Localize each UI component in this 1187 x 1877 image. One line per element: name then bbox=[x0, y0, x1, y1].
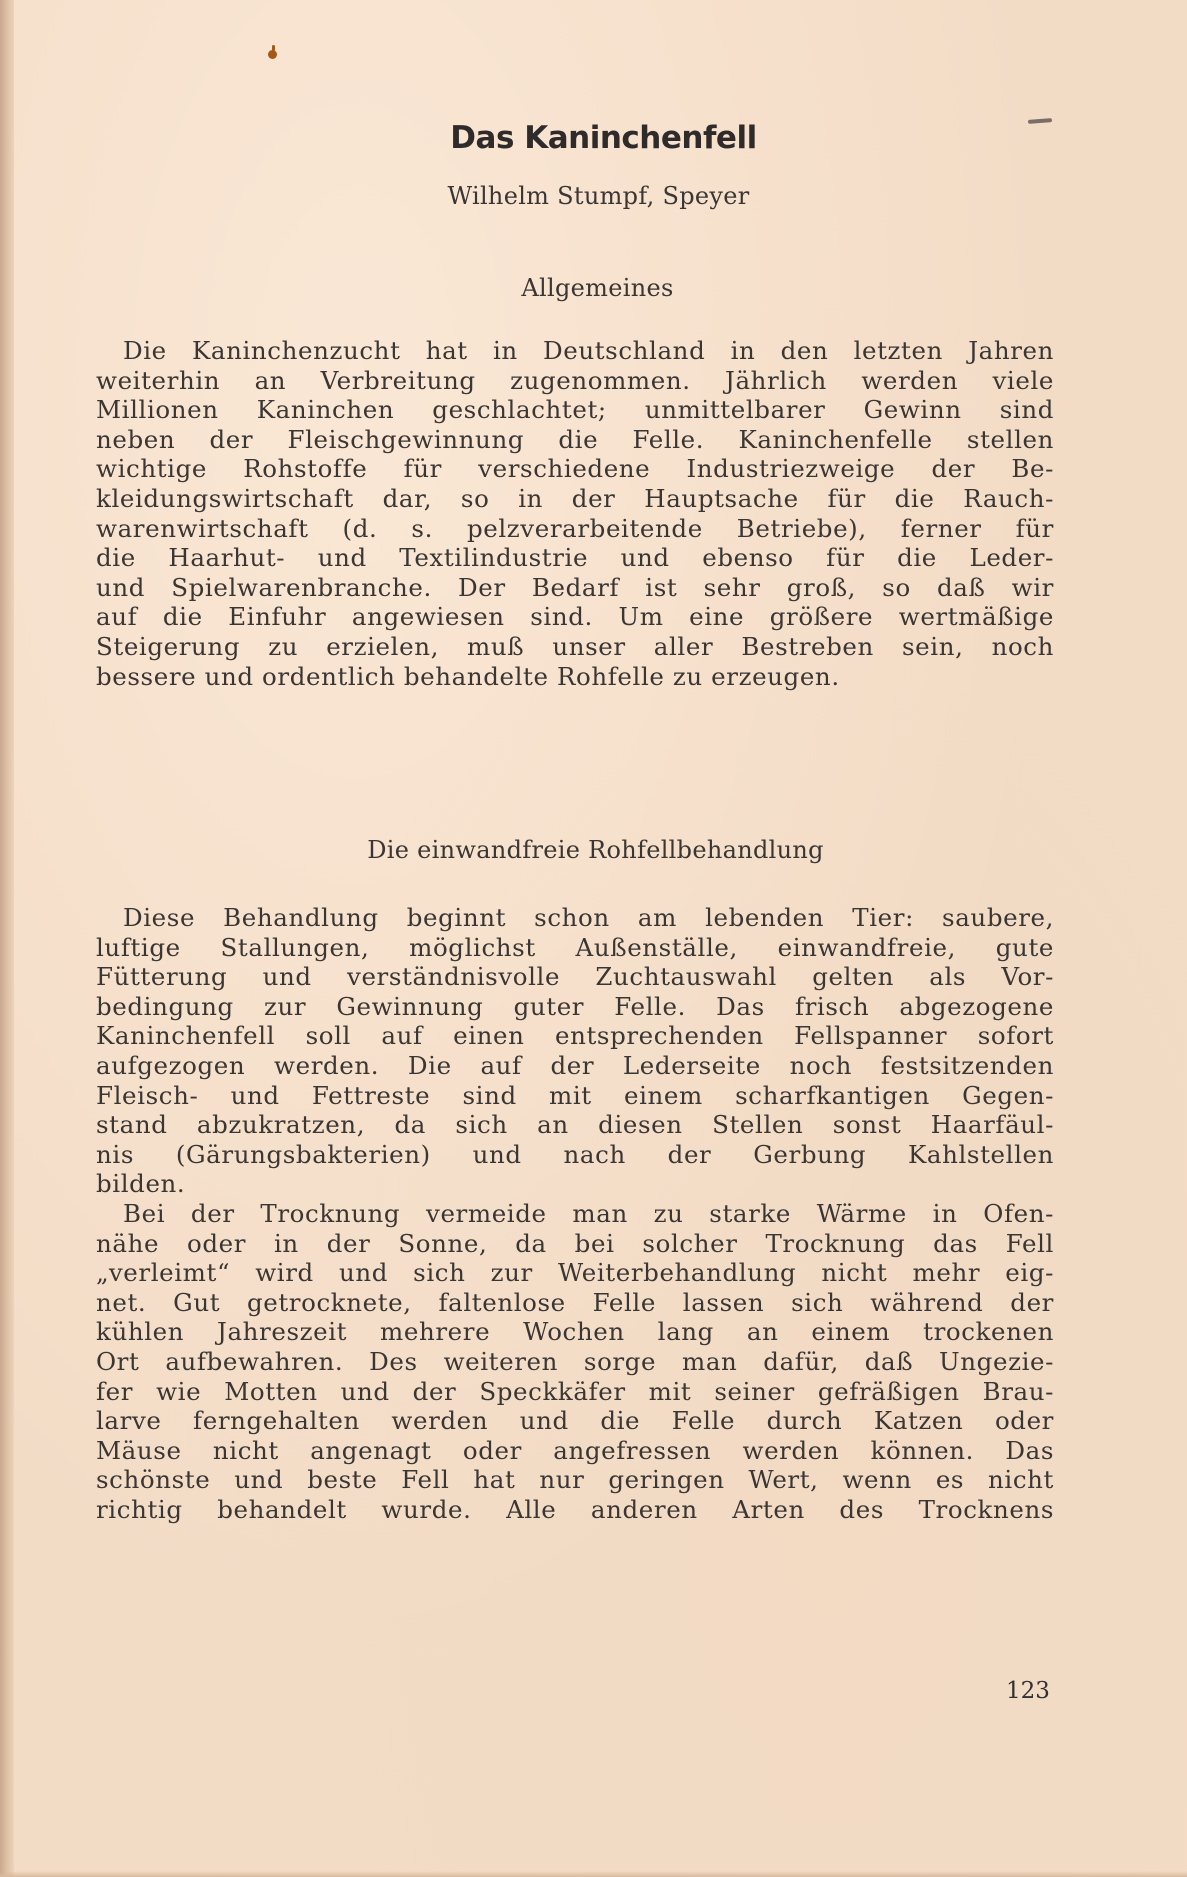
text-line: stand abzukratzen, da sich an diesen Stellen sonst Haarfäul- bbox=[96, 1110, 1054, 1140]
article-author: Wilhelm Stumpf, Speyer bbox=[447, 182, 750, 210]
section-heading-rohfellbehandlung: Die einwandfreie Rohfellbehandlung bbox=[367, 836, 824, 864]
paragraph bbox=[96, 336, 1054, 691]
text-line: Kaninchenfell soll auf einen entsprechenden Fellspanner sofort bbox=[96, 1021, 1054, 1051]
text-line: kleidungswirtschaft dar, so in der Hauptsache für die Rauch- bbox=[96, 483, 1054, 513]
text-line: wichtige Rohstoffe für verschiedene Industriezweige der Be- bbox=[96, 454, 1054, 484]
text-line: Bei der Trocknung vermeide man zu starke Wärme in Ofen- bbox=[123, 1198, 1054, 1228]
text-line: kühlen Jahreszeit mehrere Wochen lang an einem trockenen bbox=[96, 1317, 1054, 1347]
section-heading-allgemeines: Allgemeines bbox=[521, 274, 674, 302]
page-number: 123 bbox=[1006, 1678, 1050, 1704]
section-body-rohfellbehandlung bbox=[96, 903, 1054, 1524]
text-line: bessere und ordentlich behandelte Rohfelle zu erzeugen. bbox=[96, 661, 840, 691]
text-line: bilden. bbox=[96, 1169, 186, 1199]
page-bottom-edge bbox=[0, 1871, 1187, 1877]
text-line: Fütterung und verständnisvolle Zuchtauswahl gelten als Vor- bbox=[96, 962, 1054, 992]
text-line: auf die Einfuhr angewiesen sind. Um eine größere wertmäßige bbox=[96, 602, 1054, 632]
text-line: und Spielwarenbranche. Der Bedarf ist sehr groß, so daß wir bbox=[96, 572, 1054, 602]
text-line: richtig behandelt wurde. Alle anderen Arten des Trocknens bbox=[96, 1494, 1054, 1524]
text-line: neben der Fleischgewinnung die Felle. Kaninchenfelle stellen bbox=[96, 424, 1054, 454]
text-line: Ort aufbewahren. Des weiteren sorge man dafür, daß Ungezie- bbox=[96, 1346, 1054, 1376]
text-line: Millionen Kaninchen geschlachtet; unmittelbarer Gewinn sind bbox=[96, 395, 1054, 425]
text-line: Fleisch- und Fettreste sind mit einem scharfkantigen Gegen- bbox=[96, 1080, 1054, 1110]
text-line: aufgezogen werden. Die auf der Lederseite noch festsitzenden bbox=[96, 1050, 1054, 1080]
text-line: bedingung zur Gewinnung guter Felle. Das frisch abgezogene bbox=[96, 991, 1054, 1021]
text-line: Die Kaninchenzucht hat in Deutschland in den letzten Jahren bbox=[123, 336, 1054, 365]
text-line: warenwirtschaft (d. s. pelzverarbeitende Betriebe), ferner für bbox=[96, 513, 1054, 543]
text-line: fer wie Motten und der Speckkäfer mit seiner gefräßigen Brau- bbox=[96, 1376, 1054, 1406]
paragraph bbox=[96, 1199, 1054, 1525]
text-line: nis (Gärungsbakterien) und nach der Gerbung Kahlstellen bbox=[96, 1139, 1054, 1169]
text-line: Diese Behandlung beginnt schon am lebenden Tier: saubere, bbox=[123, 903, 1054, 932]
article-title: Das Kaninchenfell bbox=[450, 120, 757, 156]
text-line: weiterhin an Verbreitung zugenommen. Jährlich werden viele bbox=[96, 365, 1054, 395]
text-line: Steigerung zu erzielen, muß unser aller Bestreben sein, noch bbox=[96, 631, 1054, 661]
section-body-allgemeines bbox=[96, 336, 1054, 691]
text-line: luftige Stallungen, möglichst Außenställe, einwandfreie, gute bbox=[96, 932, 1054, 962]
text-line: net. Gut getrocknete, faltenlose Felle lassen sich während der bbox=[96, 1287, 1054, 1317]
paragraph bbox=[96, 903, 1054, 1199]
text-line: nähe oder in der Sonne, da bei solcher Trocknung das Fell bbox=[96, 1228, 1054, 1258]
text-line: „verleimt“ wird und sich zur Weiterbehandlung nicht mehr eig- bbox=[96, 1258, 1054, 1288]
paper-speck-mark bbox=[268, 50, 277, 59]
text-line: Mäuse nicht angenagt oder angefressen werden können. Das bbox=[96, 1435, 1054, 1465]
text-line: larve ferngehalten werden und die Felle durch Katzen oder bbox=[96, 1406, 1054, 1436]
text-line: schönste und beste Fell hat nur geringen Wert, wenn es nicht bbox=[96, 1465, 1054, 1495]
text-line: die Haarhut- und Textilindustrie und ebenso für die Leder- bbox=[96, 543, 1054, 573]
